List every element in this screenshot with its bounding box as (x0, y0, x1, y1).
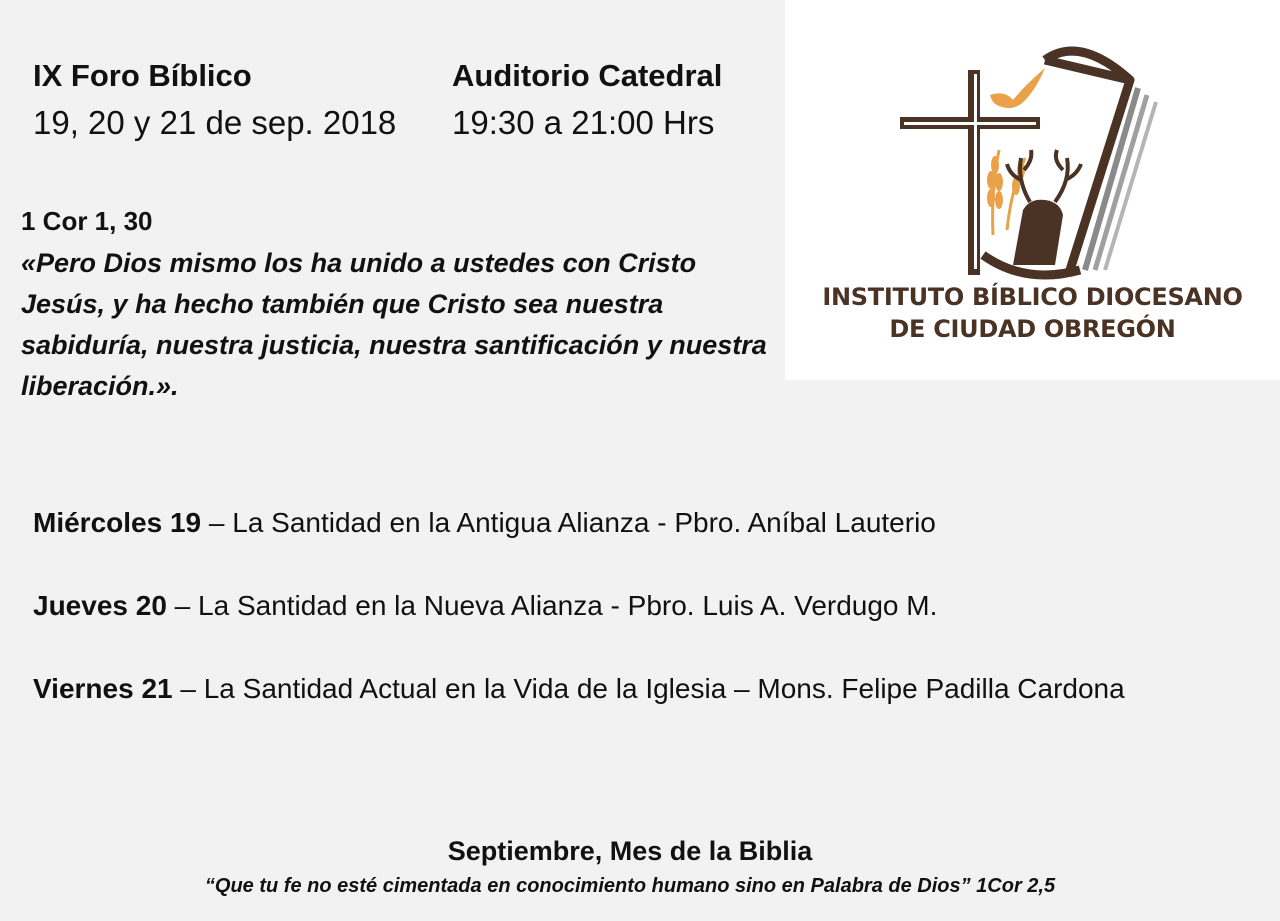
session-item (33, 506, 936, 540)
institute-name-line1: INSTITUTO BÍBLICO DIOCESANO (822, 283, 1243, 311)
event-title: IX Foro Bíblico (33, 58, 252, 93)
deer-icon (1007, 150, 1081, 265)
dove-icon (990, 68, 1045, 108)
session-item (33, 589, 937, 623)
institute-name-line2: DE CIUDAD OBREGÓN (889, 315, 1176, 343)
logo-emblem (895, 30, 1175, 280)
verse-reference: 1 Cor 1, 30 (21, 206, 153, 236)
event-venue: Auditorio Catedral (452, 58, 723, 93)
footer-quote: “Que tu fe no esté cimentada en conocimiento humano sino en Palabra de Dios” 1Cor 2,5 (204, 875, 1056, 897)
event-dates: 19, 20 y 21 de sep. 2018 (33, 104, 397, 141)
footer-title: Septiembre, Mes de la Biblia (447, 836, 813, 866)
session-detail: – La Santidad en la Antigua Alianza - Pbro. Aníbal Lauterio (201, 507, 936, 538)
event-hours: 19:30 a 21:00 Hrs (452, 104, 715, 141)
verse-text: «Pero Dios mismo los ha unido a ustedes con Cristo Jesús, y ha hecho también que Cristo sea nuestra sabiduría, nuestra justicia, nuestra santificación y nuestra liberación.». (21, 248, 767, 401)
session-day: Viernes 21 (33, 673, 173, 704)
session-item (33, 672, 1125, 706)
session-detail: – La Santidad Actual en la Vida de la Iglesia – Mons. Felipe Padilla Cardona (172, 673, 1125, 704)
session-detail: – La Santidad en la Nueva Alianza - Pbro. Luis A. Verdugo M. (166, 590, 938, 621)
session-day: Miércoles 19 (33, 507, 202, 538)
session-day: Jueves 20 (33, 590, 167, 621)
institute-logo (785, 0, 1280, 380)
